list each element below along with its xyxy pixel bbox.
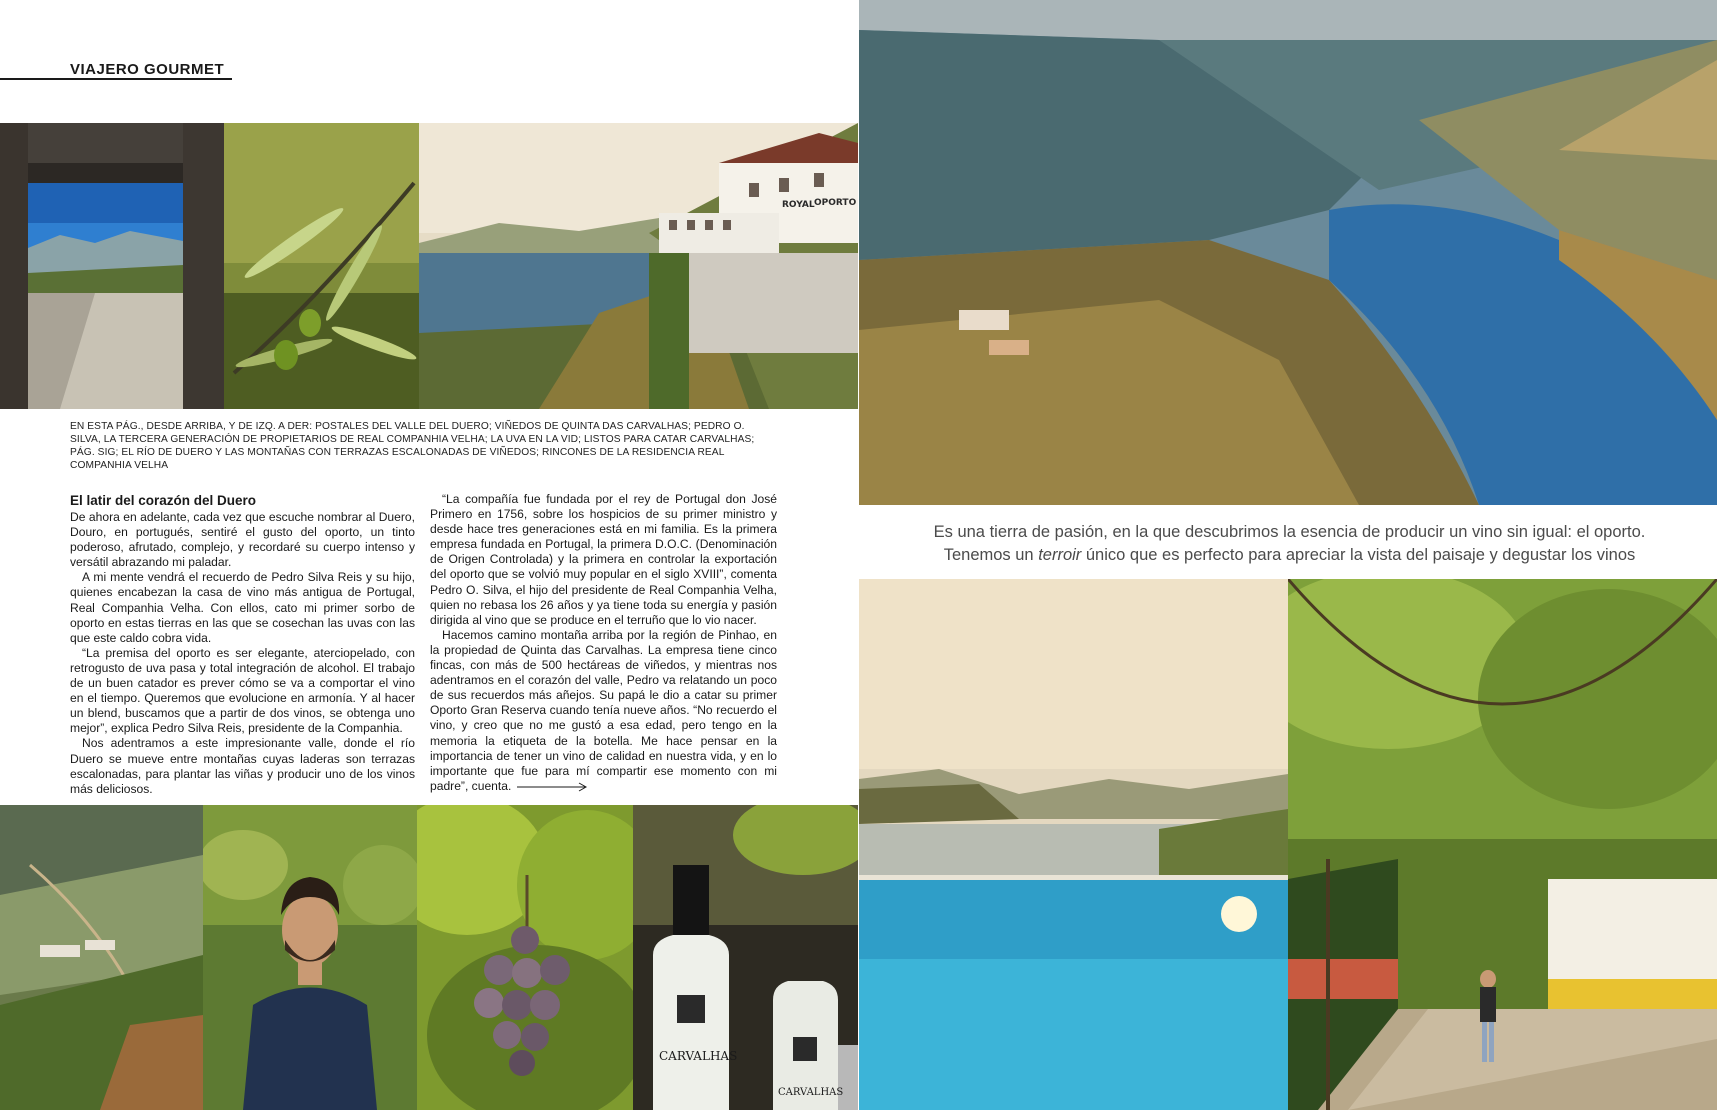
bottle-label-1: CARVALHAS [659, 1049, 738, 1063]
photo-douro-river-aerial [859, 0, 1717, 505]
continue-arrow-icon [517, 782, 589, 792]
pull-quote-text: Tenemos un [943, 546, 1039, 564]
hotel-sign-royal: ROYAL [782, 200, 815, 210]
photo-caption: EN ESTA PÁG., DESDE ARRIBA, Y DE IZQ. A DER: POSTALES DEL VALLE DEL DUERO; VIÑEDOS DE QUINTA DAS CARVALHAS; PEDRO O. SILVA, LA TERCERA GENERACIÓN DE PROPIETARIOS DE REAL COMPANHIA VELHA; LA UVA EN LA VID; LISTOS PARA CATAR CARVALHAS; PÁG. SIG; EL RÍO DE DUERO Y LAS MONTAÑAS CON TERRAZAS ESCALONADAS DE VIÑEDOS; RINCONES DE LA RESIDENCIA REAL COMPANHIA VELHA [70, 421, 755, 471]
article-column-left [70, 492, 415, 797]
article-paragraph-text: Hacemos camino montaña arriba por la región de Pinhao, en la propiedad de Quinta das Carvalhas. La empresa tiene cinco fincas, con más de 500 hectáreas de viñedos, y mientras nos adentramos en el corazón del valle, Pedro va relatando un poco de sus recuerdos más añejos. Su papá le dio a catar su primer Oporto Gran Reserva cuando tenía nueve años. “No recuerdo el vino, y creo que no me gustó a esa edad, pero tengo en la memoria la etiqueta de la botella. Me hace pensar en la importancia de tener un vino de calidad en nuestra vida, y en lo importante que fue para mí compartir ese momento con mi padre”, cuenta. [430, 627, 777, 793]
article-column-right [430, 492, 777, 794]
photo-vine-pergola [1288, 579, 1717, 1110]
article-paragraph: “La compañía fue fundada por el rey de Portugal don José Primero en 1756, sobre los hospicios de su primer ministro y desde hace tres generaciones está en mi familia. Es la primera empresa fundada en Portugal, la primera D.O.C. (Denominación de Origen Controlada) y la primera en controlar la exportación del oporto que se volvió muy popular en el siglo XVIII”, comenta Pedro O. Silva, el hijo del presidente de Real Companhia Velha, quien no rebasa los 26 años y ya tiene toda su energía y pasión dirigida al vino que se produce en el terruño que lo vio nacer. [430, 492, 777, 627]
pull-quote-line-1: Es una tierra de pasión, en la que descubrimos la esencia de producir un vino sin igual: el oporto. [933, 523, 1646, 541]
article-paragraph: “La premisa del oporto es ser elegante, aterciopelado, con retrogusto de uva pasa y total integración de alcohol. El trabajo de un buen catador es prever cómo se va a comportar el vino en el tiempo. Queremos que evolucione en armonía. Y al hacer un blend, buscamos que a partir de dos vinos, se obtenga uno mejor”, explica Pedro Silva Reis, presidente de la Companhia. [70, 645, 415, 736]
photo-pedro-silva-portrait [203, 805, 417, 1110]
photo-grapes-on-vine [417, 805, 633, 1110]
article-paragraph: De ahora en adelante, cada vez que escuche nombrar al Duero, Douro, en portugués, sentiré el gusto del oporto, un tinto poderoso, afrutado, complejo, y recordaré su cuerpo intenso y versátil abrazando mi paladar. [70, 510, 415, 570]
section-label: VIAJERO GOURMET [70, 61, 225, 78]
photo-doorway-view [0, 123, 224, 409]
pull-quote-line-2 [862, 544, 1717, 567]
pull-quote-italic: terroir [1038, 546, 1082, 564]
article-title: El latir del corazón del Duero [70, 493, 257, 508]
article-paragraph: Nos adentramos a este impresionante valle, donde el río Duero se mueve entre montañas cuyas laderas son terrazas escalonadas, para plantar las viñas y producir uno de los vinos más deliciosos. [70, 736, 415, 796]
section-rule [0, 78, 232, 80]
photo-vineyard-valley [0, 805, 203, 1110]
article-paragraph: A mi mente vendrá el recuerdo de Pedro Silva Reis y su hijo, quienes encabezan la casa de vino más antigua de Portugal, Real Companhia Velha. Con ellos, cato mi primer sorbo de oporto en estas tierras en las que se cosechan las uvas con las que este caldo cobra vida. [70, 570, 415, 645]
photo-olive-branch [224, 123, 419, 409]
photo-carvalhas-bottles [633, 805, 858, 1110]
bottle-label-2: CARVALHAS [778, 1087, 844, 1098]
photo-hotel-oporto [419, 123, 858, 409]
hotel-sign-oporto: OPORTO [814, 198, 857, 208]
pull-quote-text: único que es perfecto para apreciar la vista del paisaje y degustar los vinos [1081, 546, 1636, 564]
photo-infinity-pool [859, 579, 1288, 1110]
pull-quote [862, 521, 1717, 567]
article-paragraph [430, 628, 777, 794]
